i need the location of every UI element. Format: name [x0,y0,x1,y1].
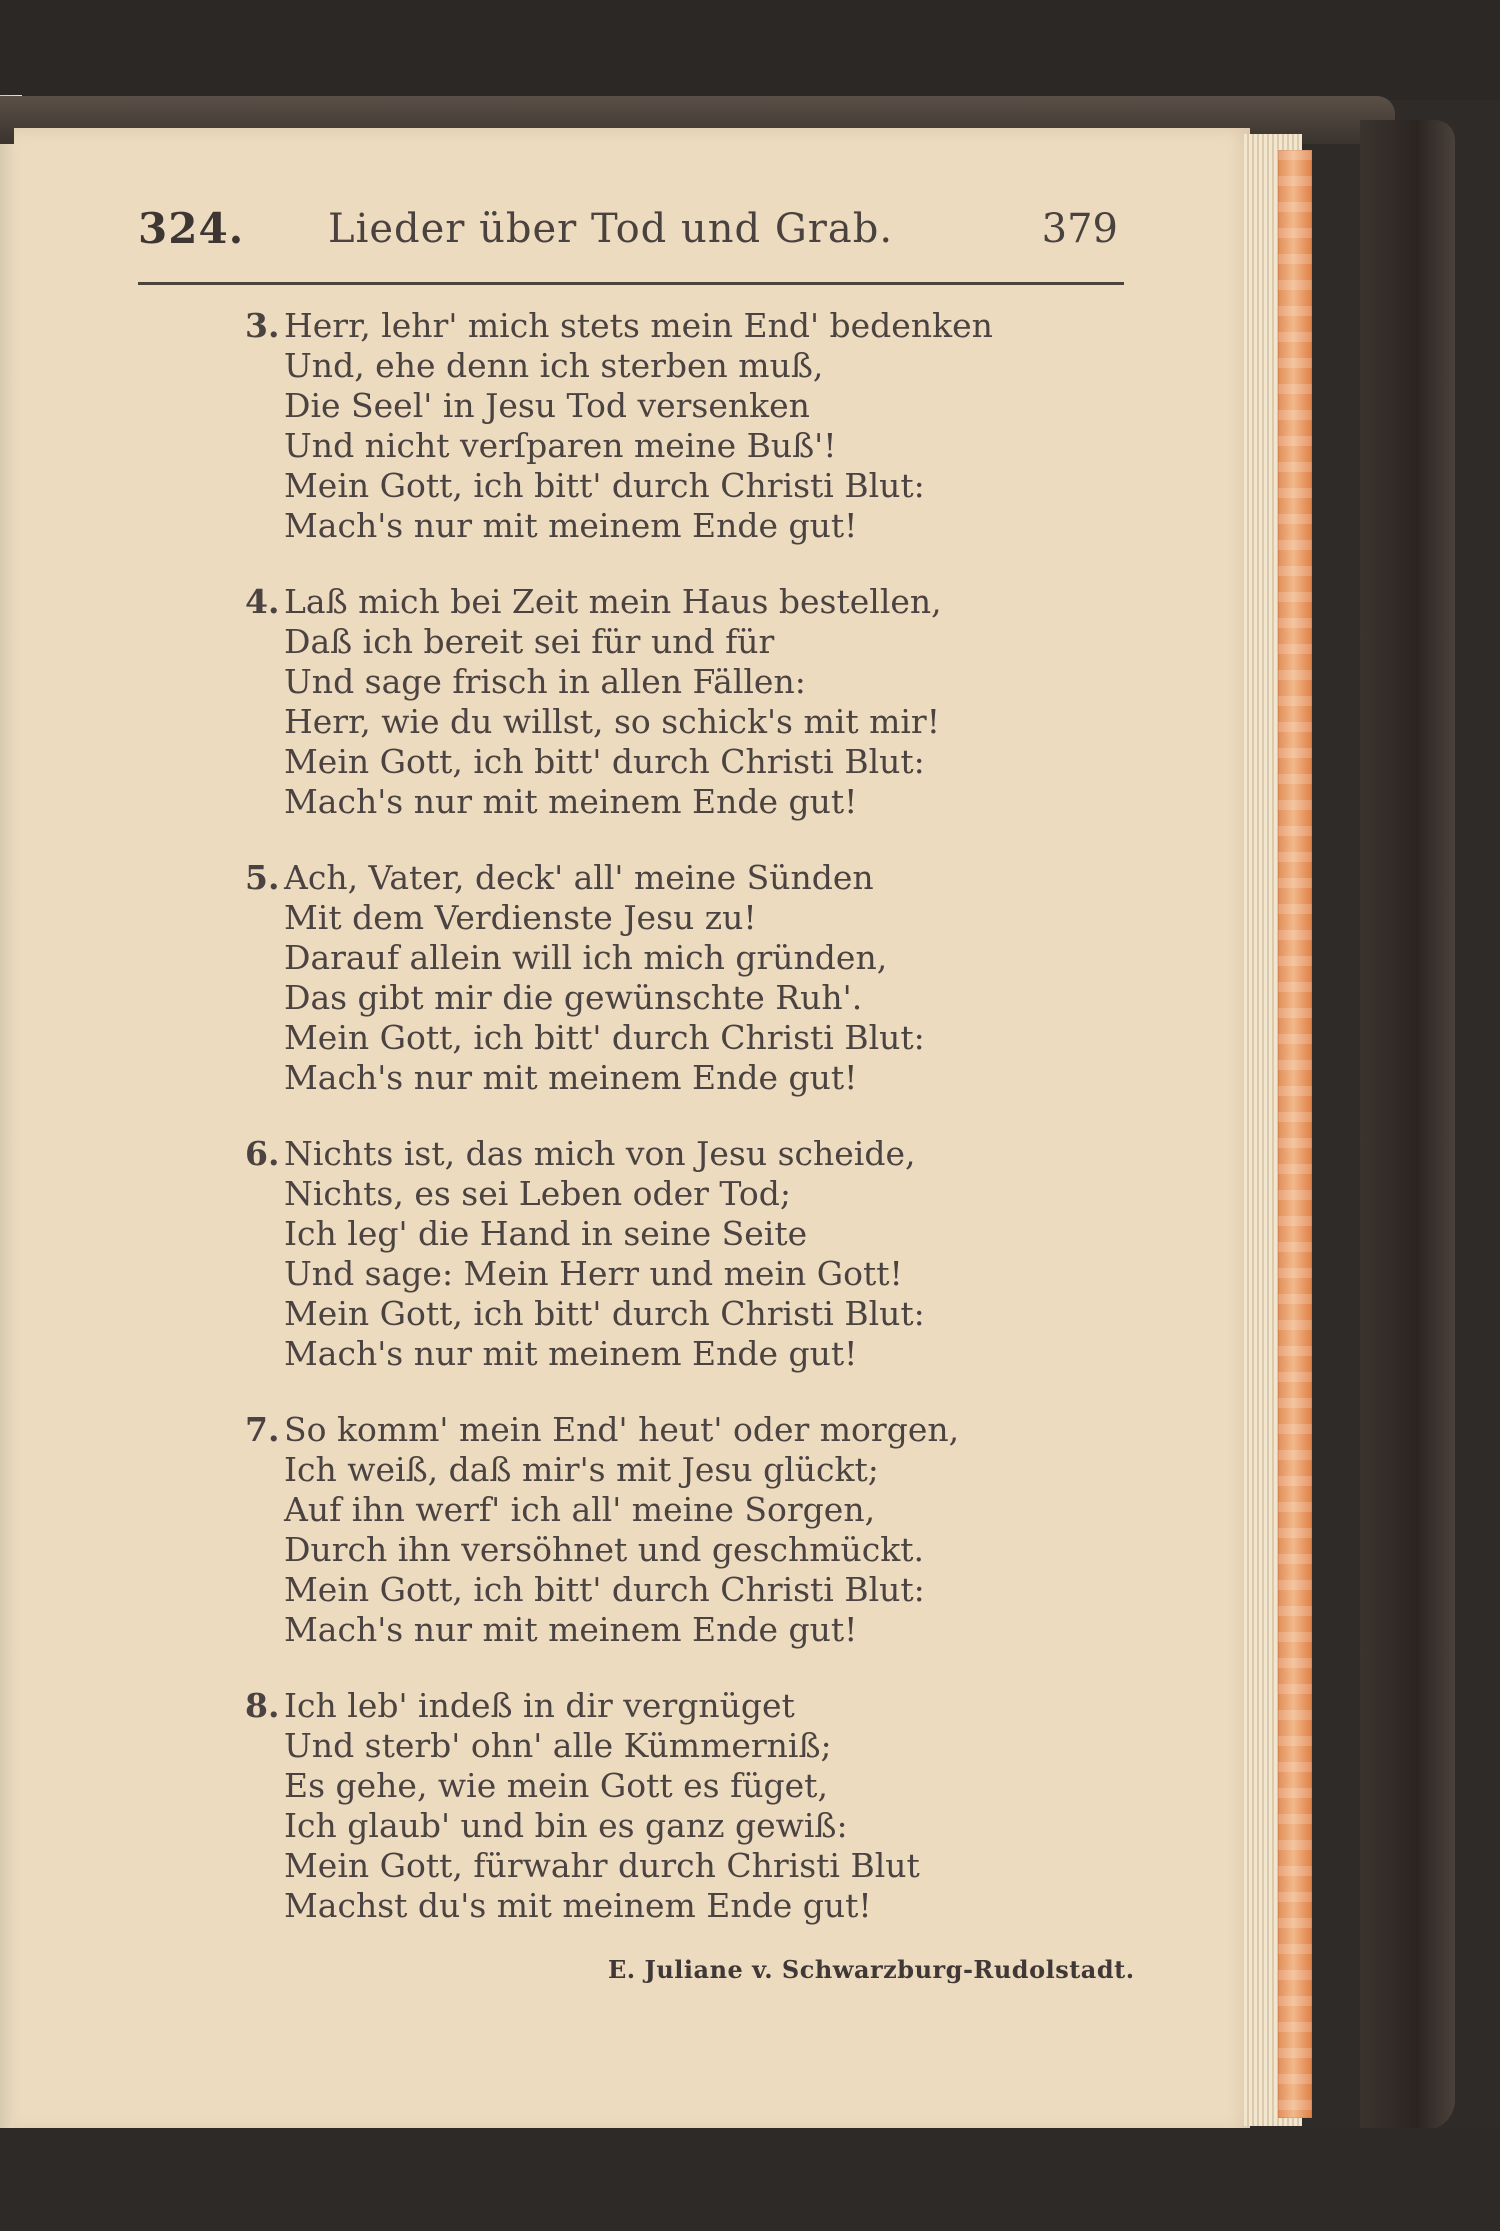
stanza-number: 3. [245,306,280,345]
stanza-line: Und sage frisch in allen Fällen: [284,662,806,701]
stanza-line: Ich leg' die Hand in seine Seite [284,1214,808,1253]
stanza-line: Und sterb' ohn' alle Kümmerniß; [284,1726,832,1765]
stanza-line: Auf ihn werf' ich all' meine Sorgen, [284,1490,876,1529]
stanza [245,1686,1015,1934]
stanza [245,1134,1015,1382]
stanza-line: Und nicht verſparen meine Buß'! [284,426,837,465]
stanza-line: Darauf allein will ich mich gründen, [284,938,888,977]
stanza-number: 8. [245,1686,280,1725]
stanza-number: 7. [245,1410,280,1449]
stanza-line: Mein Gott, ich bitt' durch Christi Blut: [284,1294,925,1333]
stanza-line: Laß mich bei Zeit mein Haus bestellen, [284,582,942,621]
stanza-number: 4. [245,582,280,621]
stanza-number: 6. [245,1134,280,1173]
hymn-number: 324. [138,204,245,253]
stanza-line: Mach's nur mit meinem Ende gut! [284,1058,858,1097]
page-header [138,204,1124,285]
backdrop-top [0,0,1500,100]
bottom-shadow [0,2128,1500,2231]
stanza-line: Herr, wie du willst, so schick's mit mir! [284,702,940,741]
stanza-number: 5. [245,858,280,897]
stanza-line: Mach's nur mit meinem Ende gut! [284,506,858,545]
stanza-line: Herr, lehr' mich stets mein End' bedenken [284,306,993,345]
page-title: Lieder über Tod und Grab. [328,206,894,252]
stanza-line: Ich glaub' und bin es ganz gewiß: [284,1806,848,1845]
stanza-line: Mach's nur mit meinem Ende gut! [284,1334,858,1373]
stanza-line: Es gehe, wie mein Gott es füget, [284,1766,828,1805]
stanza-line: Und, ehe denn ich sterben muß, [284,346,824,385]
stanza-line: Nichts, es sei Leben oder Tod; [284,1174,791,1213]
page-number: 379 [1041,206,1118,252]
stanza-line: Ich weiß, daß mir's mit Jesu glückt; [284,1450,879,1489]
stanza-line: Mein Gott, fürwahr durch Christi Blut [284,1846,920,1885]
stanza-line: Und sage: Mein Herr und mein Gott! [284,1254,903,1293]
stanza-line: Mit dem Verdienste Jesu zu! [284,898,757,937]
page-edge-pattern [1278,150,1312,2118]
stanza [245,1410,1015,1658]
stanza-line: Ach, Vater, deck' all' meine Sünden [284,858,874,897]
author-attribution: E. Juliane v. Schwarzburg-Rudolstadt. [608,1955,1135,1984]
stanza-line: Mein Gott, ich bitt' durch Christi Blut: [284,742,925,781]
stanza-line: Die Seel' in Jesu Tod versenken [284,386,810,425]
stanza-line: Nichts ist, das mich von Jesu scheide, [284,1134,916,1173]
stanza-line: Ich leb' indeß in dir vergnüget [284,1686,795,1725]
stanza [245,306,1015,554]
stanza-line: Machst du's mit meinem Ende gut! [284,1886,872,1925]
stanza-line: Mach's nur mit meinem Ende gut! [284,1610,858,1649]
hymn-text [245,306,1015,2006]
stanza-line: Mein Gott, ich bitt' durch Christi Blut: [284,1570,925,1609]
stanza [245,582,1015,830]
stanza-line: Das gibt mir die gewünschte Ruh'. [284,978,863,1017]
stanza-line: Mein Gott, ich bitt' durch Christi Blut: [284,466,925,505]
stanza-line: So komm' mein End' heut' oder morgen, [284,1410,960,1449]
stanza-line: Daß ich bereit sei für und für [284,622,775,661]
book-cover-right [1360,120,1455,2130]
stanza-line: Mach's nur mit meinem Ende gut! [284,782,858,821]
stanza-line: Durch ihn versöhnet und geschmückt. [284,1530,925,1569]
stanza-line: Mein Gott, ich bitt' durch Christi Blut: [284,1018,925,1057]
stanza [245,858,1015,1106]
